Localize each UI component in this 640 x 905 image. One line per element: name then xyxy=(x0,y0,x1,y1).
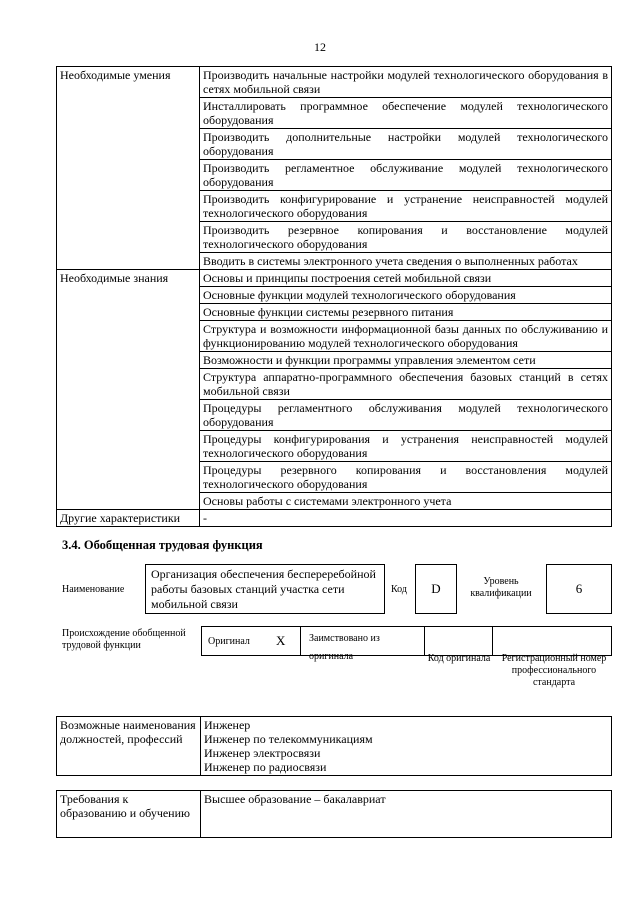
position-item: Инженер xyxy=(204,718,251,732)
position-item: Инженер электросвязи xyxy=(204,746,321,760)
skill-item: Производить регламентное обслуживание модулей технологического оборудования xyxy=(200,160,612,191)
name-label: Наименование xyxy=(62,584,125,595)
knowledge-item: Основные функции модулей технологического оборудования xyxy=(200,287,612,304)
positions-label: Возможные наименования должностей, профессий xyxy=(57,717,201,776)
origin-label: Происхождение обобщенной трудовой функции xyxy=(62,628,186,651)
table-row xyxy=(57,791,612,838)
skill-item: Производить резервное копирования и восстановление модулей технологического оборудования xyxy=(200,222,612,253)
education-value: Высшее образование – бакалавриат xyxy=(201,791,612,838)
table-row xyxy=(57,67,612,98)
function-name-value: Организация обеспечения беспереребойной работы базовых станций участка сети мобильной связи xyxy=(145,564,385,614)
knowledge-item: Структура аппаратно-программного обеспечения базовых станций в сетях мобильной связи xyxy=(200,369,612,400)
skill-item: Вводить в системы электронного учета сведения о выполненных работах xyxy=(200,253,612,270)
knowledge-item: Основы и принципы построения сетей мобильной связи xyxy=(200,270,612,287)
knowledge-item: Процедуры резервного копирования и восстановления модулей технологического оборудования xyxy=(200,462,612,493)
table-row xyxy=(57,717,612,776)
positions-list xyxy=(201,717,612,776)
reg-caption: Регистрационный номер профессионального стандарта xyxy=(501,653,607,688)
knowledge-label: Необходимые знания xyxy=(57,270,200,510)
level-label: Уровень квалификации xyxy=(470,576,532,599)
skills-knowledge-table xyxy=(56,66,612,527)
table-row xyxy=(57,510,612,527)
level-value: 6 xyxy=(546,564,612,614)
code-label: Код xyxy=(391,584,407,595)
original-mark: X xyxy=(276,633,286,648)
other-label: Другие характеристики xyxy=(57,510,200,527)
section-title: 3.4. Обобщенная трудовая функция xyxy=(62,538,263,552)
knowledge-item: Процедуры конфигурирования и устранения неисправностей модулей технологического оборудования xyxy=(200,431,612,462)
knowledge-item: Основы работы с системами электронного учета xyxy=(200,493,612,510)
knowledge-item: Возможности и функции программы управления элементом сети xyxy=(200,352,612,369)
education-label: Требования к образованию и обучению xyxy=(57,791,201,838)
reg-number-box xyxy=(492,626,612,656)
original-box xyxy=(201,626,301,656)
skill-item: Производить дополнительные настройки модулей технологического оборудования xyxy=(200,129,612,160)
positions-table xyxy=(56,716,612,776)
skill-item: Производить конфигурирование и устранение неисправностей модулей технологического оборудования xyxy=(200,191,612,222)
original-label: Оригинал xyxy=(208,636,250,647)
borrowed-label: Заимствовано из оригинала xyxy=(309,633,380,662)
skill-item: Производить начальные настройки модулей технологического оборудования в сетях мобильной связи xyxy=(200,67,612,98)
code-caption: Код оригинала xyxy=(427,653,491,664)
knowledge-item: Процедуры регламентного обслуживания модулей технологического оборудования xyxy=(200,400,612,431)
position-item: Инженер по радиосвязи xyxy=(204,760,327,774)
page-number: 12 xyxy=(314,40,326,54)
knowledge-item: Основные функции системы резервного питания xyxy=(200,304,612,321)
function-code-value: D xyxy=(415,564,457,614)
education-table xyxy=(56,790,612,838)
other-value: - xyxy=(200,510,612,527)
borrowed-box xyxy=(300,626,425,662)
skills-label: Необходимые умения xyxy=(57,67,200,270)
table-row xyxy=(57,270,612,287)
position-item: Инженер по телекоммуникациям xyxy=(204,732,373,746)
original-code-box xyxy=(424,626,493,656)
knowledge-item: Структура и возможности информационной базы данных по обслуживанию и функционированию модулей технологического оборудования xyxy=(200,321,612,352)
skill-item: Инсталлировать программное обеспечение модулей технологического оборудования xyxy=(200,98,612,129)
